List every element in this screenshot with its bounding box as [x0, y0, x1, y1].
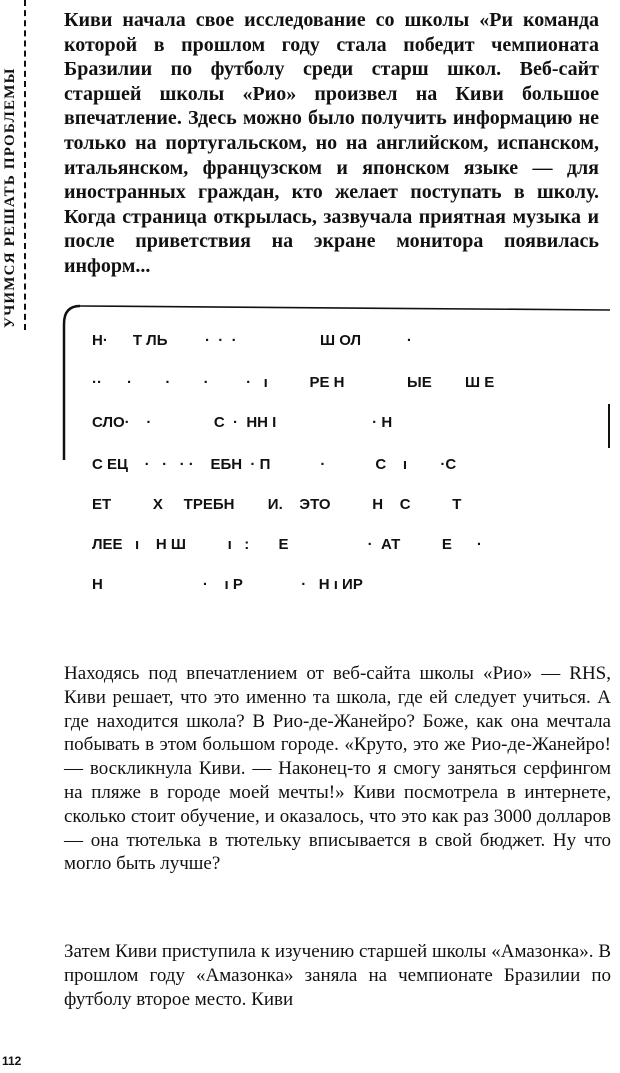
- paragraph-intro: Киви начала свое исследование со школы «Ри команда которой в прошлом году стала победит чемпионата Бразилии по футболу среди старш школ. Веб-сайт старшей школы «Рио» произвел на Киви большое впечатление. Здесь можно было получить информацию не только на португальском, но на английском, испанском, итальянском, французском и японском языке — для иностранных граждан, кто желает поступать в школу. Когда страница открылась, зазвучала приятная музыка и после приветствия на экране монитора появилась информ...: [64, 9, 599, 277]
- running-header-vertical: [0, 0, 26, 330]
- screen-text-row: СЛО· · С · НН І · Н: [92, 414, 393, 431]
- paragraph-amazonka: Затем Киви приступила к изучению старшей школы «Амазонка». В прошлом году «Амазонка» заняла на чемпионате Бразилии по футболу второе место. Киви: [64, 941, 611, 1010]
- screen-text-row: ·· · · · · ı РЕ Н ЫЕ Ш Е: [92, 374, 495, 391]
- screen-text-row: С ЕЦ · · · · ЕБН · П · С ı ·С: [92, 456, 457, 473]
- website-screen-illustration: [60, 296, 616, 626]
- screen-text-row: ЛЕЕ ı Н Ш ı : Е · АТ Е ·: [92, 536, 482, 553]
- screen-text-row: Н · ı Р · Н ı ИР: [92, 576, 363, 593]
- running-header-text: УЧИМСЯ РЕШАТЬ ПРОБЛЕМЫ: [2, 67, 18, 328]
- screen-text-row: ЕТ Х ТРЕБН И. ЭТО Н С Т: [92, 496, 462, 513]
- paragraph-rio-decision: Находясь под впечатлением от веб-сайта школы «Рио» — RHS, Киви решает, что это именно та школа, где ей следует учиться. А где находится школа? В Рио-де-Жанейро? Боже, как она мечтала побывать в этом большом городе. «Круто, это же Рио-де-Жанейро! — воскликнула Киви. — Наконец-то я смогу заняться серфингом на пляже в городе моей мечты!» Киви посмотрела в интернете, сколько стоит обучение, и оказалось, что это как раз 3000 долларов — она тютелька в тютельку вписывается в свой бюджет. Ну что могло быть лучше?: [64, 663, 611, 875]
- screen-text-row: Н· Т ЛЬ · · · Ш ОЛ ·: [92, 332, 412, 349]
- page-number: 112: [2, 1054, 22, 1068]
